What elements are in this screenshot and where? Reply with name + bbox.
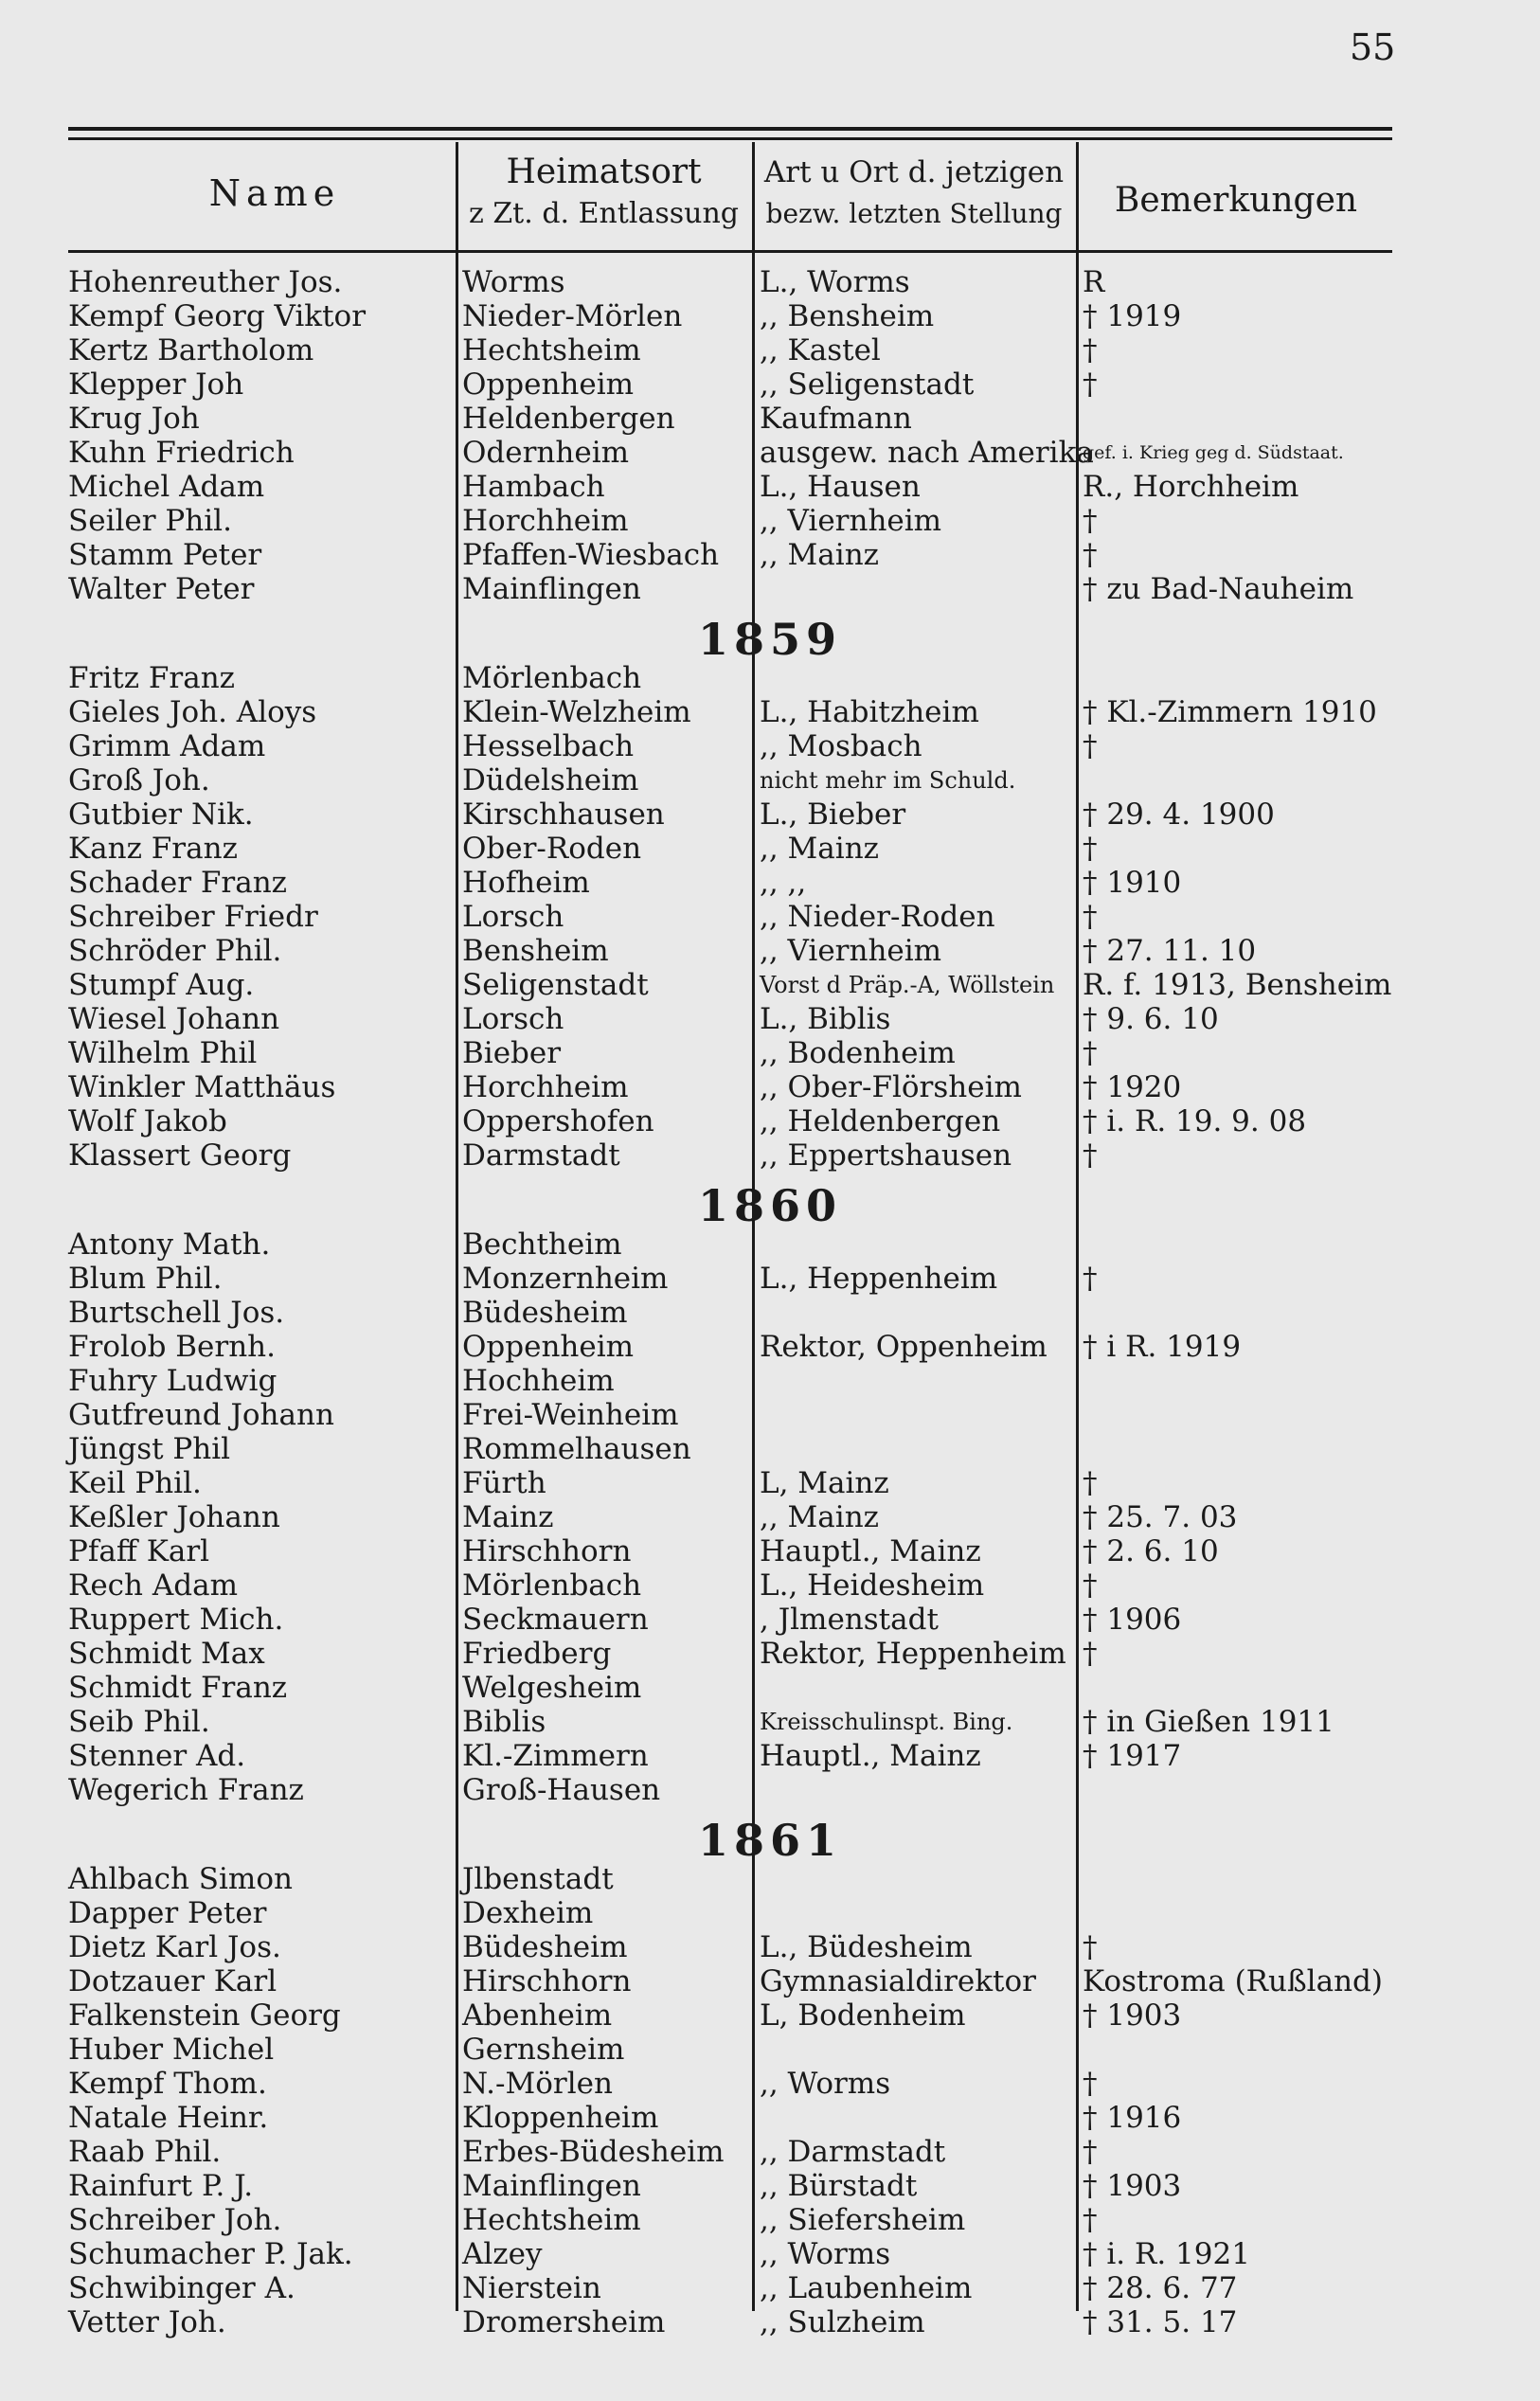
remarks-cell: gef. i. Krieg geg d. Südstaat. (1083, 442, 1344, 463)
hometown-cell: Bechtheim (462, 1227, 622, 1262)
remarks-cell: † (1083, 1930, 1098, 1964)
name-cell: Kuhn Friedrich (68, 436, 295, 470)
hometown-cell: Odernheim (462, 436, 630, 470)
hometown-cell: Mainz (462, 1500, 554, 1534)
remarks-cell: † Kl.-Zimmern 1910 (1083, 695, 1377, 729)
position-cell: ,, Bensheim (760, 299, 935, 333)
hometown-cell: Alzey (462, 2237, 543, 2271)
remarks-cell: R., Horchheim (1083, 470, 1299, 504)
name-cell: Groß Joh. (68, 763, 210, 797)
table-row (0, 2169, 1540, 2203)
name-cell: Rech Adam (68, 1568, 238, 1603)
hometown-cell: Pfaffen-Wiesbach (462, 538, 720, 572)
table-row (0, 900, 1540, 934)
name-cell: Dapper Peter (68, 1896, 267, 1930)
table-row (0, 1705, 1540, 1739)
remarks-cell: † 31. 5. 17 (1083, 2305, 1238, 2339)
position-cell: L., Heppenheim (760, 1262, 998, 1296)
hometown-cell: Seligenstadt (462, 968, 649, 1002)
position-cell: ,, Worms (760, 2067, 891, 2101)
table-row (0, 1104, 1540, 1138)
remarks-cell: † (1083, 2135, 1098, 2169)
position-cell: L., Habitzheim (760, 695, 979, 729)
name-cell: Dotzauer Karl (68, 1964, 278, 1998)
position-cell: ,, Viernheim (760, 504, 942, 538)
table-row (0, 1568, 1540, 1603)
remarks-cell: † 1906 (1083, 1603, 1182, 1637)
name-cell: Fritz Franz (68, 661, 235, 695)
year-heading: 1861 (697, 1815, 843, 1866)
hometown-cell: Mörlenbach (462, 1568, 642, 1603)
hometown-cell: Nierstein (462, 2271, 601, 2305)
hometown-cell: Hechtsheim (462, 2203, 641, 2237)
table-row (0, 2271, 1540, 2305)
remarks-cell: † (1083, 1036, 1098, 1070)
hometown-cell: Darmstadt (462, 1138, 620, 1173)
position-cell: ,, Viernheim (760, 934, 942, 968)
hometown-cell: Oppenheim (462, 367, 635, 402)
hometown-cell: Kirschhausen (462, 797, 665, 832)
header-heimatsort (459, 152, 748, 235)
year-heading: 1860 (697, 1180, 843, 1231)
hometown-cell: Heldenbergen (462, 402, 675, 436)
name-cell: Wegerich Franz (68, 1773, 304, 1807)
table-row (0, 866, 1540, 900)
table-row (0, 832, 1540, 866)
remarks-cell: † 1916 (1083, 2101, 1182, 2135)
table-row (0, 1534, 1540, 1568)
name-cell: Fuhry Ludwig (68, 1364, 278, 1398)
position-cell: ausgew. nach Amerika (760, 436, 1094, 470)
remarks-cell: † (1083, 1637, 1098, 1671)
position-cell: Kaufmann (760, 402, 912, 436)
name-cell: Keil Phil. (68, 1466, 202, 1500)
hometown-cell: Lorsch (462, 1002, 564, 1036)
position-cell: ,, Nieder-Roden (760, 900, 995, 934)
remarks-cell: R. f. 1913, Bensheim (1083, 968, 1392, 1002)
remarks-cell: † (1083, 367, 1098, 402)
header-bemerkungen: Bemerkungen (1114, 181, 1358, 220)
hometown-cell: Erbes-Büdesheim (462, 2135, 725, 2169)
table-row (0, 1998, 1540, 2033)
table-row (0, 934, 1540, 968)
table-row (0, 2237, 1540, 2271)
position-cell: L., Heidesheim (760, 1568, 985, 1603)
name-cell: Wiesel Johann (68, 1002, 280, 1036)
table-row (0, 1036, 1540, 1070)
name-cell: Falkenstein Georg (68, 1998, 341, 2033)
table-row (0, 1603, 1540, 1637)
remarks-cell: † (1083, 2067, 1098, 2101)
table-row (0, 1364, 1540, 1398)
table-row (0, 1930, 1540, 1964)
position-cell: Rektor, Heppenheim (760, 1637, 1066, 1671)
top-double-rule-2 (68, 137, 1392, 140)
name-cell: Frolob Bernh. (68, 1330, 276, 1364)
name-cell: Huber Michel (68, 2033, 275, 2067)
table-row (0, 1862, 1540, 1896)
hometown-cell: Kl.-Zimmern (462, 1739, 649, 1773)
table-row (0, 1227, 1540, 1262)
name-cell: Kertz Bartholom (68, 333, 314, 367)
hometown-cell: Dromersheim (462, 2305, 666, 2339)
hometown-cell: Nieder-Mörlen (462, 299, 683, 333)
page-number: 55 (1350, 27, 1396, 68)
position-cell: ,, Laubenheim (760, 2271, 973, 2305)
hometown-cell: Rommelhausen (462, 1432, 691, 1466)
remarks-cell: † (1083, 538, 1098, 572)
position-cell: Vorst d Präp.-A, Wöllstein (760, 972, 1055, 998)
table-row (0, 1002, 1540, 1036)
position-cell: ,, Bodenheim (760, 1036, 956, 1070)
table-row (0, 2067, 1540, 2101)
year-heading: 1859 (697, 614, 843, 665)
hometown-cell: Jlbenstadt (462, 1862, 614, 1896)
hometown-cell: Mainflingen (462, 2169, 641, 2203)
position-cell: L, Bodenheim (760, 1998, 966, 2033)
position-cell: Rektor, Oppenheim (760, 1330, 1048, 1364)
remarks-cell: † 1919 (1083, 299, 1182, 333)
remarks-cell: † 28. 6. 77 (1083, 2271, 1238, 2305)
table-row (0, 299, 1540, 333)
hometown-cell: Welgesheim (462, 1671, 642, 1705)
hometown-cell: N.-Mörlen (462, 2067, 613, 2101)
name-cell: Schader Franz (68, 866, 288, 900)
name-cell: Keßler Johann (68, 1500, 280, 1534)
name-cell: Blum Phil. (68, 1262, 223, 1296)
position-cell: ,, Mainz (760, 1500, 879, 1534)
header-heimatsort-line1: Heimatsort (506, 152, 702, 191)
remarks-cell: † in Gießen 1911 (1083, 1705, 1334, 1739)
header-stellung-line1: Art u Ort d. jetzigen (763, 155, 1065, 189)
hometown-cell: Lorsch (462, 900, 564, 934)
remarks-cell: † 1903 (1083, 2169, 1182, 2203)
position-cell: L., Hausen (760, 470, 921, 504)
name-cell: Burtschell Jos. (68, 1296, 285, 1330)
hometown-cell: Hofheim (462, 866, 590, 900)
position-cell: L., Büdesheim (760, 1930, 973, 1964)
header-heimatsort-line2: z Zt. d. Entlassung (469, 197, 739, 230)
name-cell: Schumacher P. Jak. (68, 2237, 353, 2271)
remarks-cell: † (1083, 1466, 1098, 1500)
hometown-cell: Klein-Welzheim (462, 695, 691, 729)
remarks-cell: Kostroma (Rußland) (1083, 1964, 1383, 1998)
remarks-cell: † 1917 (1083, 1739, 1182, 1773)
position-cell: L., Bieber (760, 797, 906, 832)
remarks-cell: † 1910 (1083, 866, 1182, 900)
header-name: Name (208, 172, 341, 214)
table-row (0, 695, 1540, 729)
name-cell: Stumpf Aug. (68, 968, 255, 1002)
position-cell: ,, Sulzheim (760, 2305, 925, 2339)
name-cell: Winkler Matthäus (68, 1070, 336, 1104)
remarks-cell: † 9. 6. 10 (1083, 1002, 1219, 1036)
remarks-cell: † i. R. 1921 (1083, 2237, 1250, 2271)
hometown-cell: Horchheim (462, 1070, 629, 1104)
hometown-cell: Oppershofen (462, 1104, 654, 1138)
name-cell: Natale Heinr. (68, 2101, 269, 2135)
name-cell: Stamm Peter (68, 538, 262, 572)
hometown-cell: Büdesheim (462, 1930, 628, 1964)
table-row (0, 1432, 1540, 1466)
hometown-cell: Fürth (462, 1466, 546, 1500)
name-cell: Schmidt Franz (68, 1671, 288, 1705)
table-row (0, 2203, 1540, 2237)
name-cell: Schmidt Max (68, 1637, 265, 1671)
hometown-cell: Worms (462, 265, 565, 299)
remarks-cell: † (1083, 729, 1098, 763)
remarks-cell: † 29. 4. 1900 (1083, 797, 1275, 832)
name-cell: Grimm Adam (68, 729, 266, 763)
table-row (0, 1671, 1540, 1705)
table-row (0, 470, 1540, 504)
position-cell: , Jlmenstadt (760, 1603, 939, 1637)
name-cell: Kempf Georg Viktor (68, 299, 367, 333)
name-cell: Wolf Jakob (68, 1104, 227, 1138)
hometown-cell: Düdelsheim (462, 763, 639, 797)
name-cell: Schröder Phil. (68, 934, 282, 968)
hometown-cell: Hochheim (462, 1364, 615, 1398)
hometown-cell: Friedberg (462, 1637, 612, 1671)
table-row (0, 1070, 1540, 1104)
hometown-cell: Hirschhorn (462, 1964, 632, 1998)
remarks-cell: † 1920 (1083, 1070, 1182, 1104)
hometown-cell: Abenheim (462, 1998, 613, 2033)
remarks-cell: † (1083, 1138, 1098, 1173)
hometown-cell: Biblis (462, 1705, 546, 1739)
remarks-cell: † (1083, 1262, 1098, 1296)
name-cell: Klepper Joh (68, 367, 244, 402)
header-stellung (753, 152, 1075, 235)
table-row (0, 661, 1540, 695)
position-cell: L., Biblis (760, 1002, 891, 1036)
hometown-cell: Horchheim (462, 504, 629, 538)
position-cell: ,, Bürstadt (760, 2169, 918, 2203)
table-row (0, 1296, 1540, 1330)
hometown-cell: Hesselbach (462, 729, 635, 763)
remarks-cell: † i R. 1919 (1083, 1330, 1242, 1364)
hometown-cell: Oppenheim (462, 1330, 635, 1364)
position-cell: Kreisschulinspt. Bing. (760, 1709, 1013, 1735)
position-cell: ,, Mosbach (760, 729, 922, 763)
name-cell: Kempf Thom. (68, 2067, 267, 2101)
name-cell: Gutfreund Johann (68, 1398, 334, 1432)
table-row (0, 2305, 1540, 2339)
position-cell: ,, Siefersheim (760, 2203, 966, 2237)
name-cell: Klassert Georg (68, 1138, 292, 1173)
position-cell: ,, Eppertshausen (760, 1138, 1012, 1173)
position-cell: L, Mainz (760, 1466, 889, 1500)
name-cell: Seiler Phil. (68, 504, 232, 538)
remarks-cell: † 25. 7. 03 (1083, 1500, 1238, 1534)
table-row (0, 436, 1540, 470)
name-cell: Wilhelm Phil (68, 1036, 258, 1070)
hometown-cell: Hirschhorn (462, 1534, 632, 1568)
name-cell: Schreiber Friedr (68, 900, 318, 934)
name-cell: Antony Math. (68, 1227, 271, 1262)
position-cell: L., Worms (760, 265, 910, 299)
table-row (0, 367, 1540, 402)
position-cell: ,, Seligenstadt (760, 367, 975, 402)
name-cell: Ruppert Mich. (68, 1603, 284, 1637)
hometown-cell: Groß-Hausen (462, 1773, 661, 1807)
header-stellung-line2: bezw. letzten Stellung (765, 198, 1063, 229)
table-row (0, 504, 1540, 538)
remarks-cell: † 1903 (1083, 1998, 1182, 2033)
position-cell: ,, Worms (760, 2237, 891, 2271)
position-cell: nicht mehr im Schuld. (760, 767, 1016, 794)
remarks-cell: † (1083, 1568, 1098, 1603)
hometown-cell: Bensheim (462, 934, 609, 968)
remarks-cell: † (1083, 900, 1098, 934)
table-row (0, 729, 1540, 763)
table-row (0, 572, 1540, 606)
name-cell: Rainfurt P. J. (68, 2169, 254, 2203)
table-row (0, 538, 1540, 572)
hometown-cell: Kloppenheim (462, 2101, 659, 2135)
remarks-cell: † (1083, 504, 1098, 538)
name-cell: Vetter Joh. (68, 2305, 226, 2339)
name-cell: Raab Phil. (68, 2135, 222, 2169)
hometown-cell: Büdesheim (462, 1296, 628, 1330)
table-row (0, 2033, 1540, 2067)
position-cell: ,, Mainz (760, 538, 879, 572)
table-row (0, 1330, 1540, 1364)
table-row (0, 1637, 1540, 1671)
remarks-cell: † 27. 11. 10 (1083, 934, 1257, 968)
name-cell: Walter Peter (68, 572, 255, 606)
remarks-cell: † (1083, 832, 1098, 866)
header-bottom-rule (68, 250, 1392, 253)
hometown-cell: Hechtsheim (462, 333, 641, 367)
name-cell: Gutbier Nik. (68, 797, 254, 832)
hometown-cell: Mainflingen (462, 572, 641, 606)
name-cell: Pfaff Karl (68, 1534, 210, 1568)
name-cell: Gieles Joh. Aloys (68, 695, 317, 729)
name-cell: Dietz Karl Jos. (68, 1930, 281, 1964)
remarks-cell: † 2. 6. 10 (1083, 1534, 1219, 1568)
position-cell: ,, Darmstadt (760, 2135, 946, 2169)
position-cell: Gymnasialdirektor (760, 1964, 1036, 1998)
name-cell: Hohenreuther Jos. (68, 265, 343, 299)
table-row (0, 1773, 1540, 1807)
name-cell: Jüngst Phil (68, 1432, 231, 1466)
position-cell: Hauptl., Mainz (760, 1739, 981, 1773)
table-row (0, 1398, 1540, 1432)
table-row (0, 1964, 1540, 1998)
name-cell: Schreiber Joh. (68, 2203, 282, 2237)
name-cell: Michel Adam (68, 470, 265, 504)
table-row (0, 2101, 1540, 2135)
remarks-cell: † i. R. 19. 9. 08 (1083, 1104, 1307, 1138)
table-row (0, 1466, 1540, 1500)
name-cell: Ahlbach Simon (68, 1862, 293, 1896)
table-row (0, 968, 1540, 1002)
table-row (0, 265, 1540, 299)
name-cell: Schwibinger A. (68, 2271, 295, 2305)
table-row (0, 333, 1540, 367)
table-row (0, 1138, 1540, 1173)
remarks-cell: † zu Bad-Nauheim (1083, 572, 1354, 606)
hometown-cell: Frei-Weinheim (462, 1398, 679, 1432)
top-double-rule-1 (68, 127, 1392, 131)
hometown-cell: Seckmauern (462, 1603, 649, 1637)
table-row (0, 2135, 1540, 2169)
position-cell: ,, Ober-Flörsheim (760, 1070, 1022, 1104)
table-row (0, 402, 1540, 436)
name-cell: Stenner Ad. (68, 1739, 246, 1773)
remarks-cell: † (1083, 333, 1098, 367)
hometown-cell: Bieber (462, 1036, 562, 1070)
hometown-cell: Gernsheim (462, 2033, 625, 2067)
table-row (0, 1262, 1540, 1296)
hometown-cell: Monzernheim (462, 1262, 669, 1296)
hometown-cell: Hambach (462, 470, 605, 504)
hometown-cell: Ober-Roden (462, 832, 642, 866)
table-row (0, 1500, 1540, 1534)
table-row (0, 763, 1540, 797)
position-cell: ,, ,, (760, 866, 807, 900)
remarks-cell: † (1083, 2203, 1098, 2237)
name-cell: Kanz Franz (68, 832, 238, 866)
name-cell: Seib Phil. (68, 1705, 210, 1739)
remarks-cell: R (1083, 265, 1105, 299)
position-cell: ,, Kastel (760, 333, 881, 367)
position-cell: ,, Mainz (760, 832, 879, 866)
table-row (0, 1739, 1540, 1773)
table-row (0, 797, 1540, 832)
hometown-cell: Dexheim (462, 1896, 594, 1930)
position-cell: ,, Heldenbergen (760, 1104, 1001, 1138)
position-cell: Hauptl., Mainz (760, 1534, 981, 1568)
hometown-cell: Mörlenbach (462, 661, 642, 695)
table-row (0, 1896, 1540, 1930)
name-cell: Krug Joh (68, 402, 200, 436)
